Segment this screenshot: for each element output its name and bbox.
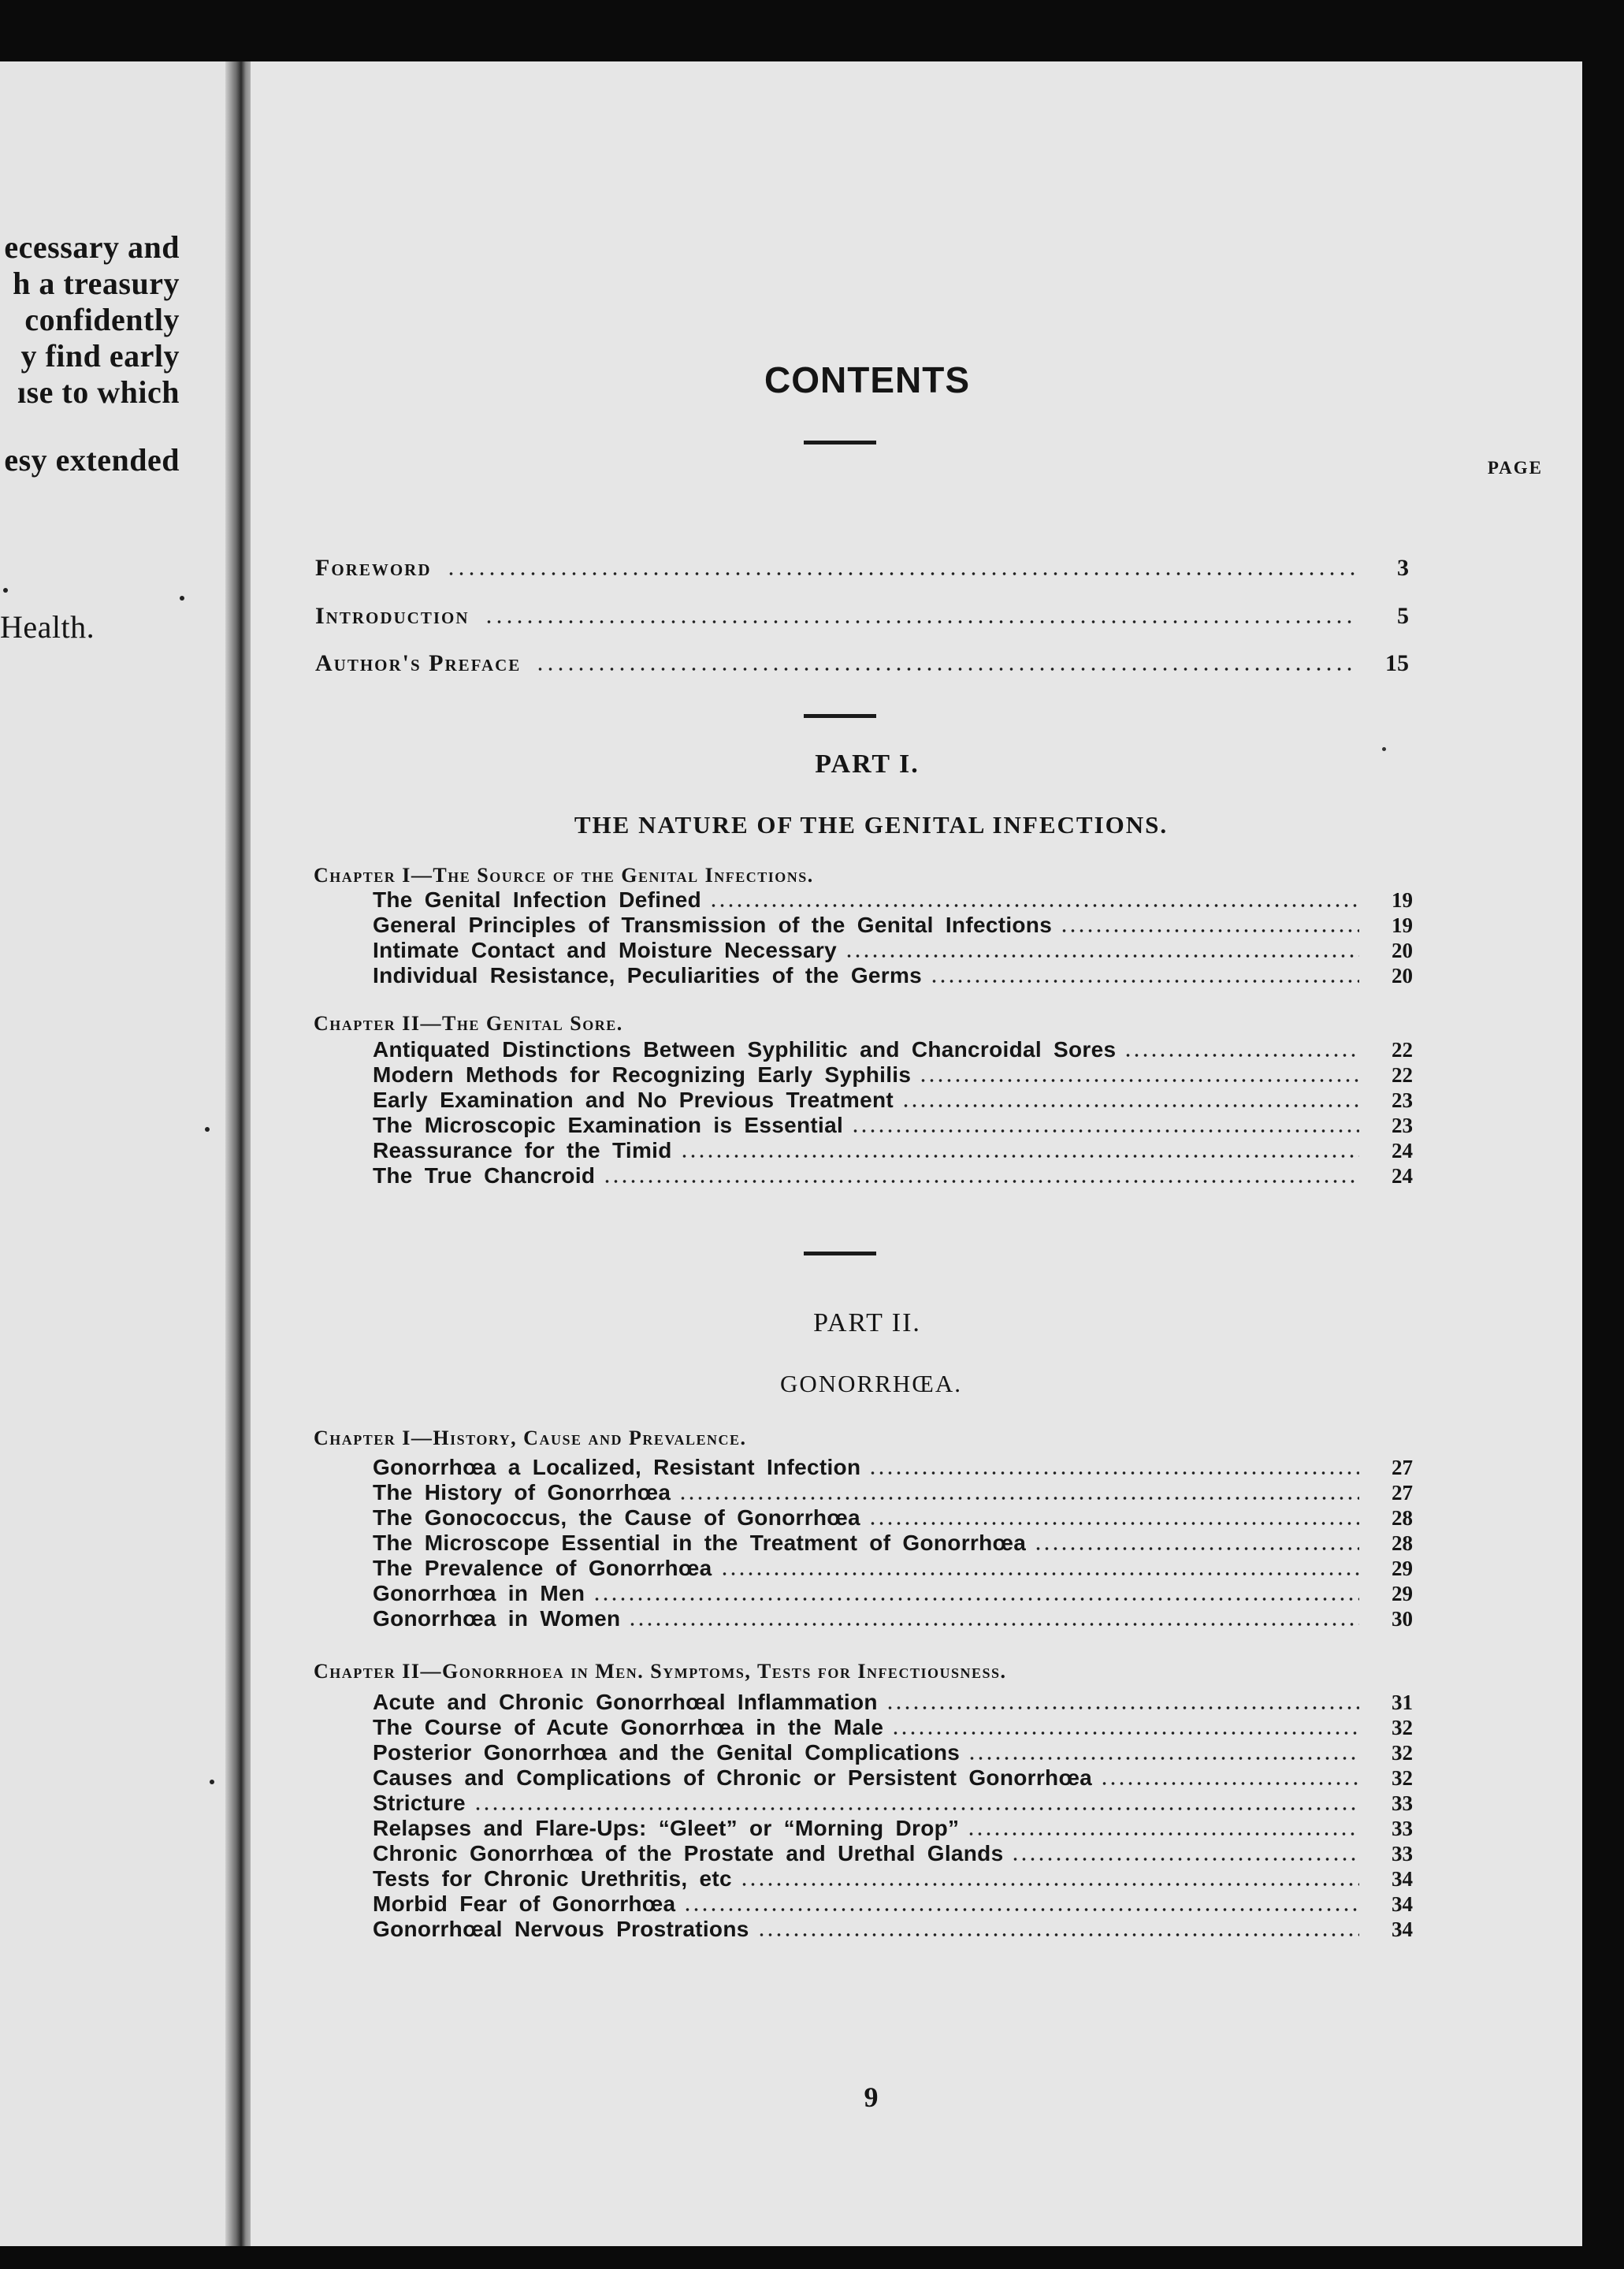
dot-leader <box>886 1706 1359 1709</box>
toc-entry-page: 20 <box>1392 939 1413 962</box>
toc-entry-label: Gonorrhœa in Women <box>373 1606 621 1631</box>
toc-entry-page: 15 <box>1385 650 1409 676</box>
dot-leader <box>967 1832 1359 1836</box>
toc-entry-label: Chronic Gonorrhœa of the Prostate and Urethal Glands <box>373 1841 1004 1865</box>
chapter-entries <box>373 1455 1413 1631</box>
toc-entry-label: Gonorrhœa in Men <box>373 1581 585 1605</box>
toc-entry-label: General Principles of Transmission of the Genital Infections <box>373 913 1053 937</box>
dot-leader <box>901 1104 1359 1107</box>
dot-leader <box>535 668 1355 671</box>
toc-entry-label: The True Chancroid <box>373 1163 596 1188</box>
toc-entry-label: Morbid Fear of Gonorrhœa <box>373 1891 676 1916</box>
toc-entry-page: 33 <box>1392 1817 1413 1840</box>
toc-entry-page: 33 <box>1392 1791 1413 1815</box>
dot-leader <box>930 980 1359 983</box>
toc-entry-page: 34 <box>1392 1917 1413 1941</box>
part-heading: PART II. <box>813 1308 921 1337</box>
toc-entry-page: 24 <box>1392 1164 1413 1188</box>
dot-leader <box>851 1129 1359 1133</box>
toc-entry <box>373 1505 1413 1531</box>
toc-entry-page: 27 <box>1392 1481 1413 1505</box>
toc-entry-label: Tests for Chronic Urethritis, etc <box>373 1866 732 1891</box>
toc-entry <box>373 1866 1413 1891</box>
ink-speck <box>205 1127 210 1132</box>
dot-leader <box>919 1079 1359 1082</box>
toc-entry-label: Acute and Chronic Gonorrhœal Inflammation <box>373 1690 878 1714</box>
toc-entry <box>373 1531 1413 1556</box>
part-subtitle: GONORRHŒA. <box>780 1370 962 1397</box>
toc-entry <box>373 1138 1413 1163</box>
toc-entry-page: 29 <box>1392 1557 1413 1580</box>
section-rule <box>804 1252 876 1255</box>
dot-leader <box>678 1497 1359 1500</box>
section-rule <box>804 714 876 718</box>
toc-entry-page: 22 <box>1392 1038 1413 1062</box>
toc-entry-label: Introduction <box>315 603 470 629</box>
toc-entry-label: Foreword <box>315 555 432 581</box>
toc-entry <box>373 1556 1413 1581</box>
toc-entry <box>373 1088 1413 1113</box>
previous-page-line: y find early <box>20 338 180 374</box>
previous-page-line: Health. <box>0 609 95 645</box>
toc-entry-page: 5 <box>1397 603 1409 629</box>
toc-entry <box>373 913 1413 938</box>
toc-entry-label: Gonorrhœa a Localized, Resistant Infection <box>373 1455 861 1479</box>
toc-entry-page: 27 <box>1392 1456 1413 1479</box>
toc-entry-page: 3 <box>1397 555 1409 581</box>
page-number: 9 <box>864 2081 879 2113</box>
chapter-heading: Chapter I—The Source of the Genital Infections. <box>314 864 814 887</box>
previous-page-line: h a treasury <box>13 266 180 301</box>
toc-entry <box>373 1841 1413 1866</box>
previous-page-fragment <box>0 61 244 2246</box>
dot-leader <box>709 904 1359 907</box>
toc-entry-page: 34 <box>1392 1867 1413 1891</box>
dot-leader <box>720 1572 1359 1575</box>
toc-entry-page: 32 <box>1392 1716 1413 1739</box>
toc-entry-page: 28 <box>1392 1531 1413 1555</box>
page-column-label: PAGE <box>1487 458 1543 478</box>
dot-leader <box>1011 1858 1359 1861</box>
toc-entry-page: 24 <box>1392 1139 1413 1162</box>
toc-entry-page: 28 <box>1392 1506 1413 1530</box>
part-subtitle: THE NATURE OF THE GENITAL INFECTIONS. <box>574 811 1169 839</box>
part-heading: PART I. <box>815 750 920 779</box>
toc-entry-page: 34 <box>1392 1892 1413 1916</box>
toc-entry <box>373 1062 1413 1088</box>
toc-entry-label: The Genital Infection Defined <box>373 887 702 912</box>
ink-speck <box>180 596 184 601</box>
dot-leader <box>474 1807 1359 1810</box>
toc-entry <box>373 1765 1413 1791</box>
previous-page-line: ıse to which <box>17 374 180 410</box>
toc-entry-page: 31 <box>1392 1691 1413 1714</box>
contents-page <box>251 61 1582 2246</box>
toc-entry <box>373 1715 1413 1740</box>
scan-border <box>1582 61 1624 2269</box>
page-title: CONTENTS <box>764 359 970 400</box>
toc-entry <box>373 1480 1413 1505</box>
dot-leader <box>968 1757 1359 1760</box>
toc-entry-label: Modern Methods for Recognizing Early Syphilis <box>373 1062 912 1087</box>
toc-entry-label: Stricture <box>373 1791 466 1815</box>
toc-entry-page: 23 <box>1392 1088 1413 1112</box>
previous-page-line: confidently <box>24 302 180 337</box>
toc-entry-label: The Prevalence of Gonorrhœa <box>373 1556 712 1580</box>
toc-entry-label: The History of Gonorrhœa <box>373 1480 671 1505</box>
dot-leader <box>845 954 1359 958</box>
toc-entry <box>373 1690 1413 1715</box>
previous-page-line: esy extended <box>4 442 180 478</box>
toc-entry <box>373 1740 1413 1765</box>
toc-entry <box>373 1791 1413 1816</box>
toc-entry-label: Gonorrhœal Nervous Prostrations <box>373 1917 749 1941</box>
toc-entry <box>373 938 1413 963</box>
toc-entry-label: Intimate Contact and Moisture Necessary <box>373 938 837 962</box>
dot-leader <box>628 1623 1359 1626</box>
toc-entry <box>373 1455 1413 1480</box>
toc-entry-label: Reassurance for the Timid <box>373 1138 672 1162</box>
toc-entry-label: The Microscope Essential in the Treatment of Gonorrhœa <box>373 1531 1027 1555</box>
dot-leader <box>603 1180 1359 1183</box>
previous-page-line: ecessary and <box>4 229 180 265</box>
toc-entry-label: Early Examination and No Previous Treatment <box>373 1088 894 1112</box>
ink-speck <box>210 1780 214 1784</box>
chapter-entries <box>373 1037 1413 1188</box>
toc-entry-page: 30 <box>1392 1607 1413 1631</box>
toc-entry <box>373 1891 1413 1917</box>
toc-entry-authors-preface <box>315 645 1409 677</box>
dot-leader <box>680 1155 1359 1158</box>
toc-entry-label: Author's Preface <box>315 650 522 676</box>
chapter-heading: Chapter I—History, Cause and Prevalence. <box>314 1426 747 1449</box>
toc-entry-label: The Gonococcus, the Cause of Gonorrhœa <box>373 1505 860 1530</box>
toc-entry <box>373 963 1413 988</box>
toc-entry <box>373 1163 1413 1188</box>
toc-entry <box>373 1606 1413 1631</box>
toc-entry-label: Antiquated Distinctions Between Syphilitic and Chancroidal Sores <box>373 1037 1117 1062</box>
toc-entry-label: Relapses and Flare-Ups: “Gleet” or “Morning Drop” <box>373 1816 960 1840</box>
toc-entry-page: 29 <box>1392 1582 1413 1605</box>
dot-leader <box>1124 1054 1359 1057</box>
dot-leader <box>446 572 1356 575</box>
toc-entry-page: 32 <box>1392 1741 1413 1765</box>
dot-leader <box>683 1908 1359 1911</box>
ink-speck <box>3 588 8 593</box>
dot-leader <box>484 620 1355 623</box>
toc-entry-page: 22 <box>1392 1063 1413 1087</box>
title-rule <box>804 441 876 445</box>
toc-entry-label: The Microscopic Examination is Essential <box>373 1113 844 1137</box>
dot-leader <box>891 1732 1359 1735</box>
dot-leader <box>593 1598 1359 1601</box>
toc-entry <box>373 1113 1413 1138</box>
dot-leader <box>1034 1547 1359 1550</box>
toc-entry-label: Individual Resistance, Peculiarities of the Germs <box>373 963 923 988</box>
toc-entry-label: The Course of Acute Gonorrhœa in the Male <box>373 1715 884 1739</box>
chapter-entries <box>373 1690 1413 1942</box>
toc-entry-label: Causes and Complications of Chronic or Persistent Gonorrhœa <box>373 1765 1093 1790</box>
toc-entry <box>373 1581 1413 1606</box>
toc-entry <box>373 1816 1413 1841</box>
chapter-heading: Chapter II—The Genital Sore. <box>314 1012 623 1035</box>
dot-leader <box>868 1471 1359 1475</box>
toc-entry-introduction <box>315 598 1409 630</box>
ink-speck <box>1382 747 1386 751</box>
toc-entry-label: Posterior Gonorrhœa and the Genital Complications <box>373 1740 961 1765</box>
toc-entry <box>373 1917 1413 1942</box>
toc-entry <box>373 887 1413 913</box>
toc-entry-page: 32 <box>1392 1766 1413 1790</box>
chapter-entries <box>373 887 1413 988</box>
toc-entry-foreword <box>315 550 1409 582</box>
dot-leader <box>1060 929 1359 932</box>
toc-entry-page: 19 <box>1392 888 1413 912</box>
dot-leader <box>868 1522 1359 1525</box>
toc-entry <box>373 1037 1413 1062</box>
toc-entry-page: 20 <box>1392 964 1413 988</box>
toc-entry-page: 33 <box>1392 1842 1413 1865</box>
dot-leader <box>1100 1782 1359 1785</box>
chapter-heading: Chapter II—Gonorrhoea in Men. Symptoms, Tests for Infectiousness. <box>314 1660 1007 1683</box>
dot-leader <box>740 1883 1359 1886</box>
toc-entry-page: 19 <box>1392 913 1413 937</box>
toc-entry-page: 23 <box>1392 1114 1413 1137</box>
dot-leader <box>757 1933 1359 1936</box>
